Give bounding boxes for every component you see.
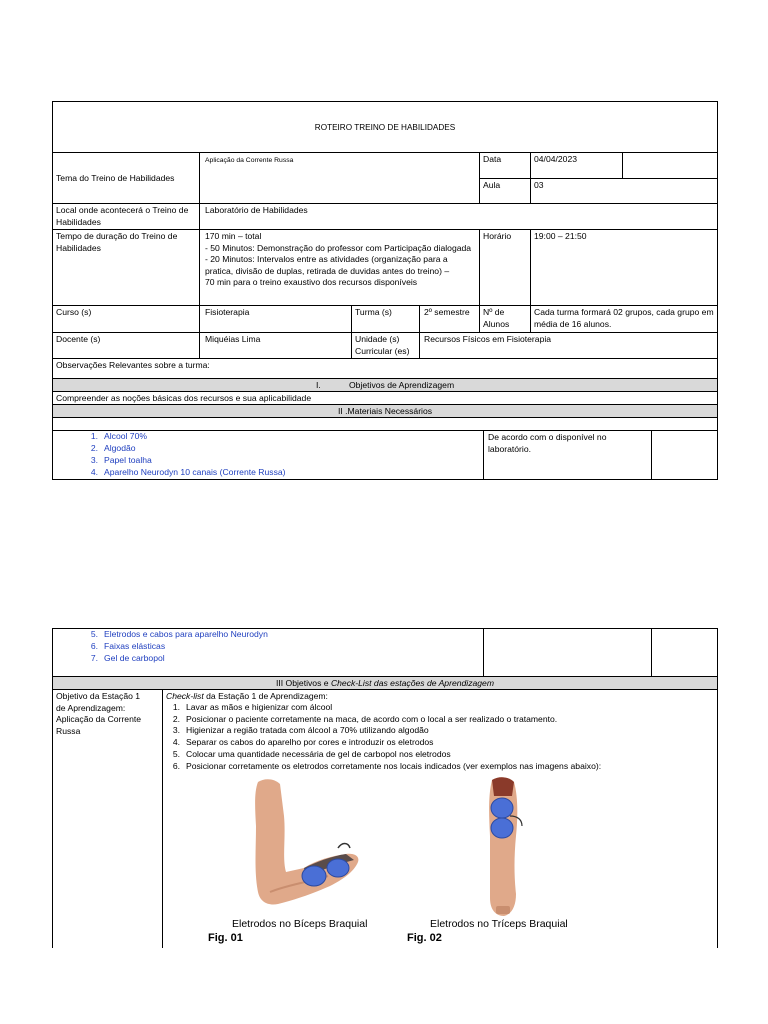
list-item: 7. Gel de carbopol [90,653,165,663]
list-item: 4. Aparelho Neurodyn 10 canais (Corrente Russa) [90,467,286,477]
horario-value: 19:00 – 21:50 [534,231,587,241]
alunos-value: Cada turma formará 02 grupos, cada grupo em média de 16 alunos. [534,307,714,329]
estacao-line: Aplicação da Corrente [56,714,142,724]
unidade-value: Recursos Físicos em Fisioterapia [424,334,552,344]
fig2-label: Fig. 02 [407,932,442,944]
list-item: 5. Colocar uma quantidade necessária de gel de carbopol nos eletrodos [172,748,451,759]
list-item: 6. Posicionar corretamente os eletrodos corretamente nos locais indicados (ver exemplos nas imagens abaixo): [172,760,602,771]
tempo-line: - 20 Minutos: Intervalos entre as atividades (organização para a pratica, divisão de duplas, retirada de duvidas antes do treino) – [205,254,450,276]
checklist-italic: Check-list [166,691,204,701]
aula-label: Aula [483,180,501,190]
page-title: ROTEIRO TREINO DE HABILIDADES [314,123,456,132]
docente-label: Docente (s) [56,334,101,344]
data-label: Data [483,154,502,164]
checklist-rest: da Estação 1 de Aprendizagem: [203,691,328,701]
aula-value: 03 [534,180,544,190]
list-item: 1. Lavar as mãos e higienizar com álcool [172,702,333,712]
list-item: 3. Papel toalha [90,455,152,465]
list-item: 1. Alcool 70% [90,431,147,441]
fig1-caption: Eletrodos no Bíceps Braquial [232,918,368,930]
list-item: 6. Faixas elásticas [90,641,166,651]
estacao-line: Russa [56,725,81,736]
horario-label: Horário [483,231,512,241]
section1-text: Compreender as noções básicas dos recursos e sua aplicabilidade [56,393,312,403]
list-item: 2. Algodão [90,443,136,453]
estacao-line: de Aprendizagem: [56,702,126,713]
section1-title: Objetivos de Aprendizagem [349,380,455,390]
tema-label: Tema do Treino de Habilidades [56,173,175,183]
section3-italic: Check-List das estações de Aprendizagem [330,678,494,688]
section1-number: I. [316,380,321,390]
unidade-label: Unidade (s) Curricular (es) [355,334,410,356]
turma-value: 2º semestre [424,307,470,317]
alunos-label: Nº de Alunos [483,307,510,329]
estacao-label [53,690,161,738]
section3-title [53,677,717,691]
tempo-line: 170 min – total [205,231,262,241]
list-item: 2. Posicionar o paciente corretamente na maca, de acordo com o local a ser realizado o tratamento. [172,713,558,724]
estacao-line: Objetivo da Estação 1 [56,691,141,701]
tempo-value [202,230,480,290]
fig2-caption: Eletrodos no Tríceps Braquial [430,918,568,930]
list-item: 3. Higienizar a região tratada com álcool a 70% utilizando algodão [172,725,429,736]
tempo-line: 70 min para o treino exaustivo dos recursos disponíveis [205,277,418,287]
obs-label: Observações Relevantes sobre a turma: [56,360,210,370]
fig1-label: Fig. 01 [208,932,243,944]
curso-label: Curso (s) [56,307,92,317]
section2-title: II .Materiais Necessários [337,406,433,416]
local-label: Local onde acontecerá o Treino de Habilidades [56,205,189,227]
docente-value: Miquéias Lima [205,334,261,344]
materiais-note: De acordo com o disponível no laboratório. [488,432,607,454]
local-value: Laboratório de Habilidades [205,205,308,215]
list-item: 4. Separar os cabos do aparelho por cores e introduzir os eletrodos [172,737,434,748]
curso-value: Fisioterapia [205,307,250,317]
list-item: 5. Eletrodos e cabos para aparelho Neurodyn [90,629,268,639]
biceps-electrode-photo [250,776,370,910]
triceps-electrode-photo [478,776,528,918]
tempo-line: - 50 Minutos: Demonstração do professor com Participação dialogada [205,242,472,253]
tema-value: Aplicação da Corrente Russa [205,157,294,164]
turma-label: Turma (s) [355,307,392,317]
tempo-label: Tempo de duração do Treino de Habilidades [56,231,178,253]
data-value: 04/04/2023 [534,154,578,164]
section3-prefix: III Objetivos e [276,678,331,688]
